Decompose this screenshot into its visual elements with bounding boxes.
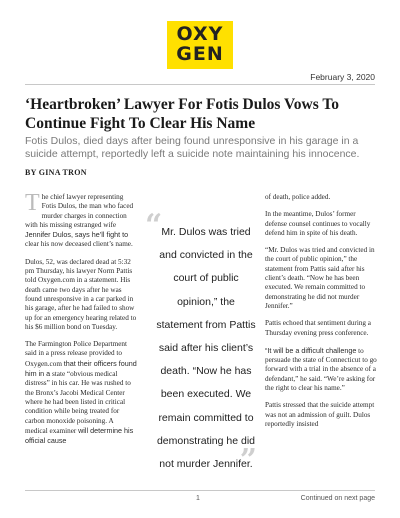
right-p5-text: to persuade the state of Connecticut to go forward with a trial in the absence of a defendant,” he said. “We’re asking for the right to clear his name.” (265, 346, 377, 393)
continued-next-page: Continued on next page (300, 495, 375, 502)
pull-quote (145, 208, 257, 478)
header-divider (25, 84, 375, 85)
drop-cap: T (25, 190, 40, 216)
right-paragraph-3: “Mr. Dulos was tried and convicted in the court of public opinion,” the statement from Pattis said after his client’s death. “Now he has been executed. We remain committed to demonstrating he did not murder Jennifer.” (265, 246, 375, 310)
left-p3-text-b: state “obvious medical distress” in his car. He was rushed to the Bronx’s Jacobi Medical Center where he had been listed in critical condition while being treated for carbon monoxide poisoning. A medical examiner (25, 370, 131, 435)
right-paragraph-1: of death, police added. (265, 193, 331, 201)
logo-line-2: GEN (176, 43, 224, 65)
oxygen-logo (167, 21, 233, 69)
right-column (265, 193, 377, 437)
left-p1-text-a: he chief lawyer representing Fotis Dulos, the man who faced murder charges in connection with his missing estranged wife (25, 193, 134, 229)
right-paragraph-4: Pattis echoed that sentiment during a Thursday evening press conference. (265, 319, 371, 337)
left-p3-link-text-b: will determine his official cause (25, 425, 134, 446)
right-paragraph-2: In the meantime, Dulos’ former defense counsel continues to vocally defend him in spite of his death. (265, 210, 371, 237)
left-p1-text-b: clear his now deceased client’s name. (25, 240, 133, 249)
footer-divider (25, 490, 375, 491)
left-paragraph-3 (25, 340, 137, 446)
article-headline: ‘Heartbroken’ Lawyer For Fotis Dulos Vows To Continue Fight To Clear His Name (25, 96, 340, 132)
left-p3-link-text-a: that their officers found him in a (25, 358, 137, 379)
left-p3-text-a: The Farmington Police Department said in a press release provided to Oxygen.com (25, 340, 127, 368)
pull-quote-text: Mr. Dulos was tried and convicted in the court of public opinion,” the statement from Pattis said after his client’s death. “Now he has been executed. We remain committed to demonstrating he did not murder Jennifer. (156, 226, 256, 471)
page-number: 1 (196, 495, 200, 502)
right-p5-link-text: “It will be a difficult challenge (265, 345, 357, 355)
close-quote-icon: ” (239, 443, 257, 478)
open-quote-icon: “ (145, 208, 163, 243)
left-column (25, 190, 137, 454)
left-p1-link-text: Jennifer Dulos, says he’ll fight to (25, 230, 129, 240)
publication-date: February 3, 2020 (310, 72, 375, 82)
right-paragraph-6: Pattis stressed that the suicide attempt was not an admission of guilt. Dulos reportedly insisted (265, 401, 375, 428)
logo-line-1: OXY (176, 23, 224, 45)
left-paragraph-2: Dulos, 52, was declared dead at 5:32 pm Thursday, his lawyer Norm Pattis told Oxygen.com in a statement. His death came two days after he was found unresponsive in a car parked in his garage, after he had failed to show up for an emergency hearing related to his $6 million bond on Tuesday. (25, 257, 137, 331)
left-paragraph-1 (25, 190, 137, 250)
right-paragraph-5 (265, 346, 377, 393)
article-dek: Fotis Dulos, died days after being found unresponsive in his garage in a suicide attempt, reportedly left a suicide note maintaining his innocence. (25, 135, 360, 160)
byline: BY GINA TRON (25, 168, 87, 177)
